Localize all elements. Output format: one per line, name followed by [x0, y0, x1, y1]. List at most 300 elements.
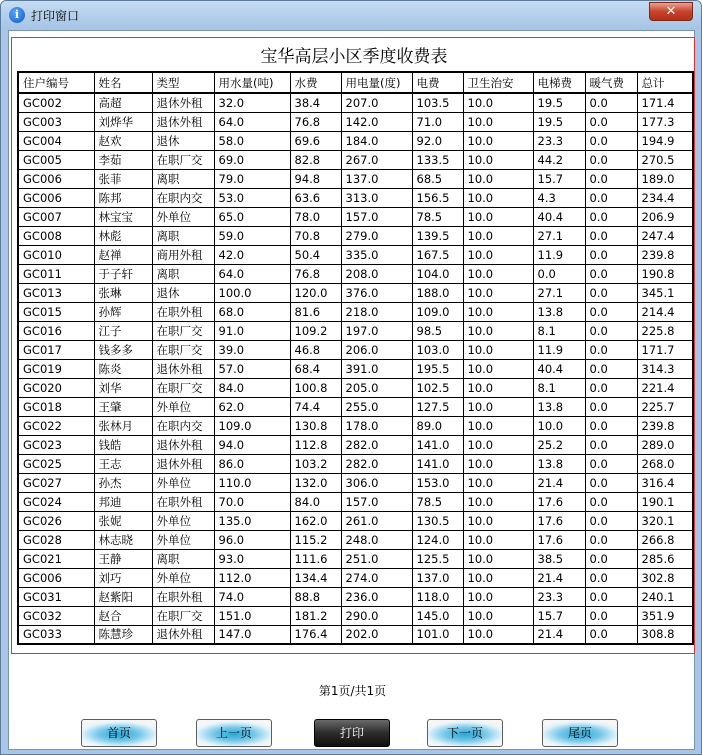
table-cell: 282.0	[341, 435, 412, 454]
table-cell: 118.0	[412, 587, 463, 606]
table-cell: 103.5	[412, 93, 463, 112]
table-cell: 10.0	[463, 302, 533, 321]
table-cell: 62.0	[214, 397, 290, 416]
table-cell: 19.5	[533, 93, 585, 112]
table-cell: 0.0	[585, 359, 637, 378]
table-cell: 84.0	[214, 378, 290, 397]
table-cell: GC020	[18, 378, 94, 397]
table-cell: 270.5	[637, 150, 693, 169]
table-cell: 在职厂交	[152, 340, 214, 359]
table-cell: 11.9	[533, 340, 585, 359]
table-cell: 赵紫阳	[94, 587, 152, 606]
table-cell: 陈慧珍	[94, 625, 152, 644]
table-row	[18, 93, 693, 112]
table-cell: 125.5	[412, 549, 463, 568]
table-cell: 0.0	[533, 264, 585, 283]
table-cell: GC015	[18, 302, 94, 321]
table-cell: 0.0	[585, 511, 637, 530]
table-cell: 157.0	[341, 207, 412, 226]
table-cell: 10.0	[463, 283, 533, 302]
table-cell: 282.0	[341, 454, 412, 473]
table-cell: 92.0	[412, 131, 463, 150]
table-cell: 190.8	[637, 264, 693, 283]
table-cell: 10.0	[463, 492, 533, 511]
table-cell: 104.0	[412, 264, 463, 283]
table-cell: 112.0	[214, 568, 290, 587]
table-cell: 103.0	[412, 340, 463, 359]
table-cell: 64.0	[214, 264, 290, 283]
table-cell: 在职内交	[152, 416, 214, 435]
table-cell: 279.0	[341, 226, 412, 245]
table-cell: GC010	[18, 245, 94, 264]
table-cell: 225.7	[637, 397, 693, 416]
table-cell: 261.0	[341, 511, 412, 530]
print-preview-area	[11, 37, 695, 654]
table-cell: 10.0	[463, 511, 533, 530]
table-cell: 4.3	[533, 188, 585, 207]
table-cell: 刘巧	[94, 568, 152, 587]
table-cell: 陈炎	[94, 359, 152, 378]
table-cell: 208.0	[341, 264, 412, 283]
table-cell: 100.8	[290, 378, 341, 397]
table-cell: 林志晓	[94, 530, 152, 549]
print-button[interactable]: 打印	[314, 719, 390, 747]
table-cell: 0.0	[585, 93, 637, 112]
table-row	[18, 378, 693, 397]
table-row	[18, 226, 693, 245]
table-cell: 10.0	[463, 150, 533, 169]
table-cell: 21.4	[533, 625, 585, 644]
table-cell: 10.0	[533, 416, 585, 435]
table-cell: 130.5	[412, 511, 463, 530]
table-cell: 207.0	[341, 93, 412, 112]
table-cell: 190.1	[637, 492, 693, 511]
table-cell: 251.0	[341, 549, 412, 568]
table-cell: 274.0	[341, 568, 412, 587]
table-cell: GC006	[18, 188, 94, 207]
table-cell: 10.0	[463, 340, 533, 359]
table-cell: 133.5	[412, 150, 463, 169]
table-cell: 11.9	[533, 245, 585, 264]
table-cell: GC028	[18, 530, 94, 549]
table-cell: 112.8	[290, 435, 341, 454]
table-cell: 167.5	[412, 245, 463, 264]
table-cell: 171.7	[637, 340, 693, 359]
table-cell: 102.5	[412, 378, 463, 397]
table-cell: 76.8	[290, 264, 341, 283]
table-cell: 退休	[152, 283, 214, 302]
column-header: 卫生治安	[463, 72, 533, 93]
table-cell: 46.8	[290, 340, 341, 359]
table-cell: 17.6	[533, 530, 585, 549]
table-cell: 赵欢	[94, 131, 152, 150]
next-page-button[interactable]: 下一页	[427, 719, 503, 747]
table-cell: 林彪	[94, 226, 152, 245]
table-cell: 135.0	[214, 511, 290, 530]
table-cell: 林宝宝	[94, 207, 152, 226]
table-cell: 68.4	[290, 359, 341, 378]
table-cell: GC024	[18, 492, 94, 511]
table-cell: 17.6	[533, 511, 585, 530]
table-cell: 10.0	[463, 131, 533, 150]
table-cell: 376.0	[341, 283, 412, 302]
table-cell: 外单位	[152, 568, 214, 587]
table-cell: 98.5	[412, 321, 463, 340]
table-cell: 139.5	[412, 226, 463, 245]
table-row	[18, 625, 693, 644]
table-cell: 345.1	[637, 283, 693, 302]
table-cell: 101.0	[412, 625, 463, 644]
table-cell: 91.0	[214, 321, 290, 340]
table-cell: 退休外租	[152, 359, 214, 378]
table-row	[18, 169, 693, 188]
table-cell: 39.0	[214, 340, 290, 359]
table-cell: 0.0	[585, 492, 637, 511]
table-cell: 13.8	[533, 454, 585, 473]
table-row	[18, 359, 693, 378]
title-bar[interactable]	[1, 1, 701, 29]
table-cell: 157.0	[341, 492, 412, 511]
table-cell: 0.0	[585, 283, 637, 302]
table-cell: 退休外租	[152, 454, 214, 473]
table-cell: GC007	[18, 207, 94, 226]
table-cell: 236.0	[341, 587, 412, 606]
table-cell: 76.8	[290, 112, 341, 131]
table-row	[18, 150, 693, 169]
table-cell: 10.0	[463, 397, 533, 416]
table-cell: 176.4	[290, 625, 341, 644]
table-cell: 59.0	[214, 226, 290, 245]
table-cell: 151.0	[214, 606, 290, 625]
table-cell: 93.0	[214, 549, 290, 568]
table-row	[18, 492, 693, 511]
table-cell: 70.0	[214, 492, 290, 511]
table-cell: 在职厂交	[152, 378, 214, 397]
table-cell: 10.0	[463, 416, 533, 435]
table-cell: 27.1	[533, 283, 585, 302]
table-cell: GC031	[18, 587, 94, 606]
table-cell: 64.0	[214, 112, 290, 131]
table-body	[18, 93, 693, 644]
table-cell: 68.5	[412, 169, 463, 188]
table-row	[18, 568, 693, 587]
table-cell: 19.5	[533, 112, 585, 131]
column-header: 电费	[412, 72, 463, 93]
table-cell: 314.3	[637, 359, 693, 378]
table-cell: 239.8	[637, 416, 693, 435]
table-cell: GC006	[18, 568, 94, 587]
table-cell: GC018	[18, 397, 94, 416]
table-cell: 23.3	[533, 587, 585, 606]
table-cell: 退休	[152, 131, 214, 150]
table-cell: 32.0	[214, 93, 290, 112]
table-cell: 0.0	[585, 150, 637, 169]
table-row	[18, 587, 693, 606]
table-cell: 10.0	[463, 226, 533, 245]
table-cell: 189.0	[637, 169, 693, 188]
column-header: 暖气费	[585, 72, 637, 93]
table-row	[18, 283, 693, 302]
table-cell: 10.0	[463, 549, 533, 568]
table-cell: 78.0	[290, 207, 341, 226]
table-cell: 141.0	[412, 435, 463, 454]
table-cell: 10.0	[463, 606, 533, 625]
table-cell: 商用外租	[152, 245, 214, 264]
table-cell: 178.0	[341, 416, 412, 435]
table-cell: 127.5	[412, 397, 463, 416]
table-cell: 255.0	[341, 397, 412, 416]
table-cell: 197.0	[341, 321, 412, 340]
table-cell: 8.1	[533, 378, 585, 397]
table-cell: 137.0	[412, 568, 463, 587]
table-cell: 57.0	[214, 359, 290, 378]
table-cell: 351.9	[637, 606, 693, 625]
table-cell: 266.8	[637, 530, 693, 549]
table-header-row	[18, 72, 693, 93]
table-cell: GC017	[18, 340, 94, 359]
table-cell: 202.0	[341, 625, 412, 644]
table-cell: 94.0	[214, 435, 290, 454]
table-cell: 在职厂交	[152, 606, 214, 625]
table-cell: 132.0	[290, 473, 341, 492]
table-cell: 25.2	[533, 435, 585, 454]
table-cell: 王肇	[94, 397, 152, 416]
table-cell: 89.0	[412, 416, 463, 435]
table-row	[18, 606, 693, 625]
table-cell: GC004	[18, 131, 94, 150]
table-cell: 退休外租	[152, 112, 214, 131]
table-cell: GC002	[18, 93, 94, 112]
page-indicator: 第1页/共1页	[318, 684, 387, 698]
table-cell: GC013	[18, 283, 94, 302]
table-cell: 84.0	[290, 492, 341, 511]
table-cell: 79.0	[214, 169, 290, 188]
table-cell: GC025	[18, 454, 94, 473]
table-cell: 188.0	[412, 283, 463, 302]
table-cell: 10.0	[463, 454, 533, 473]
table-cell: 214.4	[637, 302, 693, 321]
table-cell: 111.6	[290, 549, 341, 568]
table-cell: 0.0	[585, 245, 637, 264]
table-cell: 247.4	[637, 226, 693, 245]
table-cell: 206.0	[341, 340, 412, 359]
table-cell: 刘华	[94, 378, 152, 397]
table-cell: 308.8	[637, 625, 693, 644]
table-cell: 21.4	[533, 473, 585, 492]
column-header: 电梯费	[533, 72, 585, 93]
table-cell: 17.6	[533, 492, 585, 511]
table-row	[18, 416, 693, 435]
table-cell: 退休外租	[152, 93, 214, 112]
table-cell: 110.0	[214, 473, 290, 492]
table-cell: 40.4	[533, 207, 585, 226]
table-cell: 10.0	[463, 93, 533, 112]
table-cell: 刘烨华	[94, 112, 152, 131]
table-cell: 13.8	[533, 397, 585, 416]
table-cell: 50.4	[290, 245, 341, 264]
table-cell: 320.1	[637, 511, 693, 530]
table-cell: 赵禅	[94, 245, 152, 264]
table-cell: 高超	[94, 93, 152, 112]
table-cell: 8.1	[533, 321, 585, 340]
table-cell: 171.4	[637, 93, 693, 112]
fee-table	[17, 71, 694, 645]
table-cell: 234.4	[637, 188, 693, 207]
table-cell: GC032	[18, 606, 94, 625]
column-header: 姓名	[94, 72, 152, 93]
table-cell: 0.0	[585, 587, 637, 606]
table-cell: 张妮	[94, 511, 152, 530]
client-area	[8, 30, 695, 750]
report-title: 宝华高层小区季度收费表	[260, 47, 448, 67]
table-cell: 10.0	[463, 568, 533, 587]
close-button[interactable]: ✕	[649, 2, 693, 21]
table-cell: 124.0	[412, 530, 463, 549]
table-cell: 335.0	[341, 245, 412, 264]
table-cell: 63.6	[290, 188, 341, 207]
table-cell: 钱皓	[94, 435, 152, 454]
table-cell: 268.0	[637, 454, 693, 473]
table-cell: 10.0	[463, 321, 533, 340]
table-cell: 65.0	[214, 207, 290, 226]
table-cell: 在职内交	[152, 188, 214, 207]
column-header: 总计	[637, 72, 693, 93]
prev-page-button[interactable]: 上一页	[196, 719, 272, 747]
table-cell: 外单位	[152, 473, 214, 492]
table-cell: 137.0	[341, 169, 412, 188]
table-cell: 38.4	[290, 93, 341, 112]
table-cell: 10.0	[463, 188, 533, 207]
table-cell: 88.8	[290, 587, 341, 606]
table-row	[18, 473, 693, 492]
table-cell: 142.0	[341, 112, 412, 131]
table-cell: GC006	[18, 169, 94, 188]
table-cell: 267.0	[341, 150, 412, 169]
table-cell: 0.0	[585, 112, 637, 131]
table-cell: 248.0	[341, 530, 412, 549]
table-cell: 退休外租	[152, 625, 214, 644]
table-cell: 江子	[94, 321, 152, 340]
table-cell: 58.0	[214, 131, 290, 150]
table-cell: 177.3	[637, 112, 693, 131]
info-icon: i	[9, 7, 25, 23]
table-cell: 313.0	[341, 188, 412, 207]
table-cell: 0.0	[585, 169, 637, 188]
table-cell: 10.0	[463, 359, 533, 378]
table-row	[18, 131, 693, 150]
table-cell: 在职外租	[152, 587, 214, 606]
table-row	[18, 302, 693, 321]
table-cell: 10.0	[463, 207, 533, 226]
table-cell: 206.9	[637, 207, 693, 226]
table-cell: 在职厂交	[152, 150, 214, 169]
table-cell: 44.2	[533, 150, 585, 169]
table-cell: 74.0	[214, 587, 290, 606]
table-cell: 195.5	[412, 359, 463, 378]
table-cell: 张琳	[94, 283, 152, 302]
table-row	[18, 435, 693, 454]
table-cell: 0.0	[585, 416, 637, 435]
table-cell: 69.0	[214, 150, 290, 169]
table-row	[18, 454, 693, 473]
table-cell: 王志	[94, 454, 152, 473]
table-cell: 94.8	[290, 169, 341, 188]
last-page-button[interactable]: 尾页	[542, 719, 618, 747]
table-cell: 陈邦	[94, 188, 152, 207]
table-cell: GC026	[18, 511, 94, 530]
table-cell: 290.0	[341, 606, 412, 625]
table-cell: 115.2	[290, 530, 341, 549]
table-cell: 0.0	[585, 264, 637, 283]
table-cell: 181.2	[290, 606, 341, 625]
table-cell: 53.0	[214, 188, 290, 207]
table-cell: 外单位	[152, 207, 214, 226]
table-cell: 109.0	[412, 302, 463, 321]
table-cell: 10.0	[463, 587, 533, 606]
table-cell: GC027	[18, 473, 94, 492]
table-cell: 0.0	[585, 435, 637, 454]
column-header: 用电量(度)	[341, 72, 412, 93]
table-cell: 10.0	[463, 625, 533, 644]
table-cell: GC033	[18, 625, 94, 644]
table-cell: 145.0	[412, 606, 463, 625]
table-cell: 27.1	[533, 226, 585, 245]
table-cell: 162.0	[290, 511, 341, 530]
table-row	[18, 188, 693, 207]
table-cell: 离职	[152, 169, 214, 188]
table-cell: 225.8	[637, 321, 693, 340]
table-cell: 0.0	[585, 473, 637, 492]
table-cell: 120.0	[290, 283, 341, 302]
table-cell: 外单位	[152, 530, 214, 549]
table-cell: 316.4	[637, 473, 693, 492]
table-cell: GC019	[18, 359, 94, 378]
table-cell: 218.0	[341, 302, 412, 321]
table-cell: 15.7	[533, 169, 585, 188]
table-cell: 221.4	[637, 378, 693, 397]
table-cell: 10.0	[463, 264, 533, 283]
table-cell: 100.0	[214, 283, 290, 302]
table-cell: 0.0	[585, 568, 637, 587]
table-cell: 10.0	[463, 530, 533, 549]
table-cell: GC005	[18, 150, 94, 169]
first-page-button[interactable]: 首页	[81, 719, 157, 747]
table-cell: 153.0	[412, 473, 463, 492]
table-cell: 82.8	[290, 150, 341, 169]
table-cell: 194.9	[637, 131, 693, 150]
table-cell: 0.0	[585, 625, 637, 644]
table-cell: GC023	[18, 435, 94, 454]
table-cell: 81.6	[290, 302, 341, 321]
table-cell: 86.0	[214, 454, 290, 473]
table-cell: 孙杰	[94, 473, 152, 492]
table-cell: 王静	[94, 549, 152, 568]
table-cell: 离职	[152, 226, 214, 245]
table-cell: 0.0	[585, 454, 637, 473]
table-cell: 在职厂交	[152, 321, 214, 340]
table-row	[18, 340, 693, 359]
table-cell: 205.0	[341, 378, 412, 397]
table-cell: GC022	[18, 416, 94, 435]
table-cell: 0.0	[585, 207, 637, 226]
table-cell: 78.5	[412, 492, 463, 511]
table-cell: 0.0	[585, 606, 637, 625]
table-cell: 74.4	[290, 397, 341, 416]
table-row	[18, 207, 693, 226]
table-cell: 0.0	[585, 378, 637, 397]
table-cell: 10.0	[463, 245, 533, 264]
table-cell: 10.0	[463, 473, 533, 492]
